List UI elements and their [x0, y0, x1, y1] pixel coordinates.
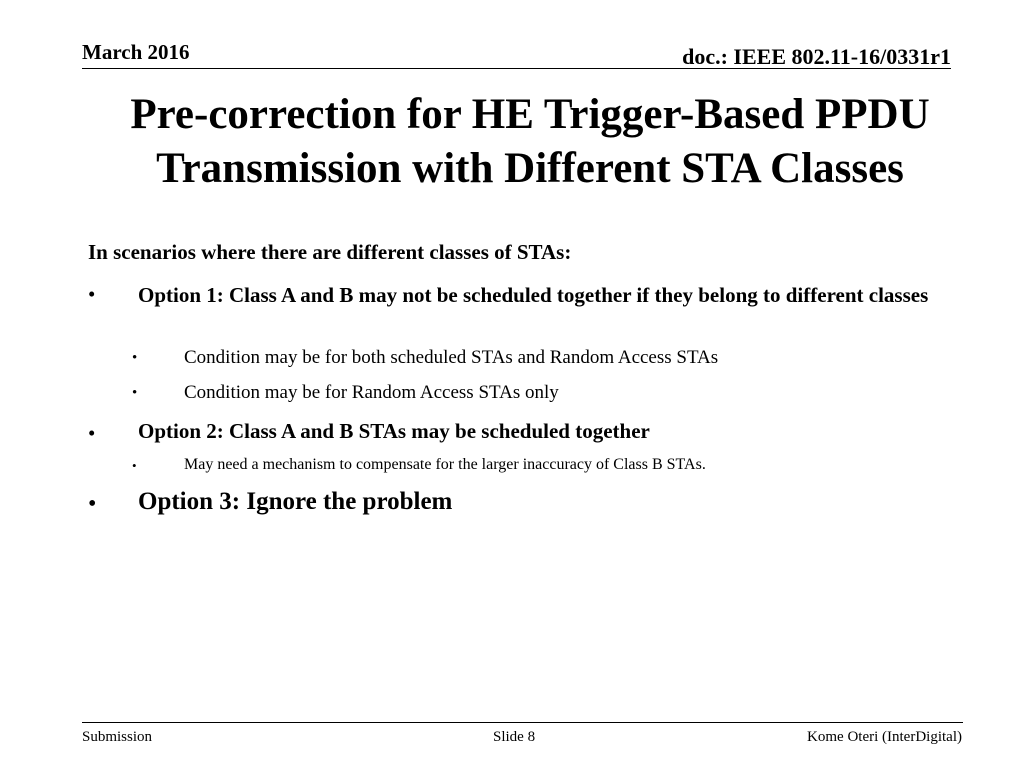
slide-title: Pre-correction for HE Trigger-Based PPDU Transmission with Different STA Classes [130, 91, 930, 192]
footer-slide-number: Slide 8 [493, 729, 536, 745]
option-3-text: Option 3: Ignore the problem [138, 488, 453, 515]
footer-divider [82, 722, 963, 723]
option-1-subpoint-1: Condition may be for both scheduled STAs and Random Access STAs [184, 347, 719, 368]
header-date: March 2016 [82, 40, 190, 64]
header-divider [82, 68, 951, 69]
option-1-subpoint-2: Condition may be for Random Access STAs only [184, 382, 559, 403]
footer-author: Kome Oteri (InterDigital) [807, 729, 962, 745]
footer-submission: Submission [82, 729, 153, 745]
intro-text: In scenarios where there are different classes of STAs: [88, 240, 572, 264]
header-doc-id: doc.: IEEE 802.11-16/0331r1 [682, 44, 951, 69]
bullet-icon: • [88, 282, 96, 306]
bullet-icon: • [132, 350, 138, 366]
option-2-text: Option 2: Class A and B STAs may be scheduled together [138, 419, 650, 443]
option-2-subpoint-1: May need a mechanism to compensate for the larger inaccuracy of Class B STAs. [184, 456, 706, 473]
bullet-icon: • [88, 491, 97, 517]
bullet-icon: • [132, 458, 137, 473]
option-1-text: Option 1: Class A and B may not be scheduled together if they belong to different classes [138, 283, 929, 307]
bullet-icon: • [88, 421, 96, 445]
bullet-icon: • [132, 385, 138, 401]
